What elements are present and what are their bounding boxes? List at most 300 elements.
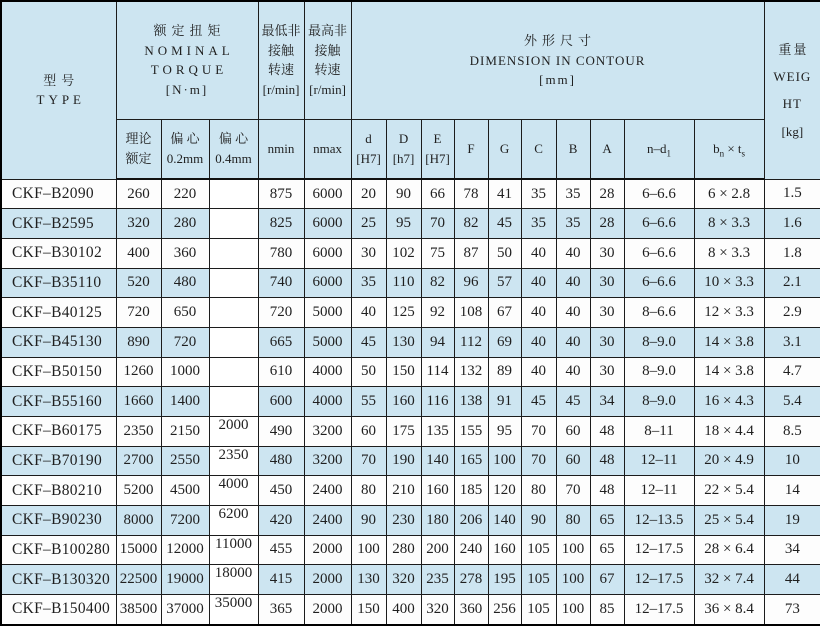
cell-C: 40: [521, 357, 556, 387]
cell-w: 2.1: [764, 268, 820, 298]
cell-A: 30: [590, 238, 624, 268]
subheader-nd1-sub: 1: [666, 148, 672, 159]
cell-G: 57: [488, 268, 521, 298]
subheader-n-d1: [624, 119, 694, 179]
cell-C: 70: [521, 416, 556, 446]
header-nmax-unit: [r/min]: [309, 81, 346, 97]
cell-bt: 8 × 3.3: [694, 238, 764, 268]
cell-nmin: 780: [258, 238, 304, 268]
cell-type: CKF–B40125: [1, 298, 116, 328]
header-nmax-l2: 接触: [314, 42, 341, 58]
cell-bt: 12 × 3.3: [694, 298, 764, 328]
cell-G: 69: [488, 327, 521, 357]
subheader-D: [386, 119, 421, 179]
cell-nd1: 12–17.5: [624, 535, 694, 565]
cell-D: 190: [386, 446, 421, 476]
cell-D: 150: [386, 357, 421, 387]
table-row: [1, 179, 820, 209]
cell-d: 90: [351, 505, 386, 535]
cell-E: 200: [421, 535, 454, 565]
header-torque-zh: 额定扭矩: [153, 23, 226, 39]
subheader-ecc04-l2: 0.4mm: [215, 150, 252, 166]
cell-bt: 20 × 4.9: [694, 446, 764, 476]
cell-F: 155: [454, 416, 488, 446]
cell-F: 206: [454, 505, 488, 535]
cell-bt: 16 × 4.3: [694, 387, 764, 417]
cell-t1: 520: [116, 268, 161, 298]
cell-w: 1.6: [764, 209, 820, 239]
cell-C: 35: [521, 209, 556, 239]
cell-t1: 5200: [116, 476, 161, 506]
subheader-ecc02: [161, 119, 209, 179]
cell-F: 360: [454, 594, 488, 625]
header-nmin-unit: [r/min]: [262, 81, 300, 97]
cell-nd1: 12–17.5: [624, 565, 694, 595]
cell-D: 320: [386, 565, 421, 595]
subheader-E-l1: E: [433, 131, 442, 147]
cell-A: 48: [590, 446, 624, 476]
cell-nd1: 8–9.0: [624, 357, 694, 387]
header-nmin-group: [258, 1, 304, 119]
table-row: [1, 387, 820, 417]
cell-d: 80: [351, 476, 386, 506]
cell-nmax: 3200: [304, 416, 351, 446]
cell-C: 80: [521, 476, 556, 506]
cell-type: CKF–B2595: [1, 209, 116, 239]
table-row: [1, 476, 820, 506]
cell-t2: 720: [161, 327, 209, 357]
header-weight-zh: 重量: [778, 41, 809, 57]
cell-nmax: 4000: [304, 387, 351, 417]
cell-C: 40: [521, 327, 556, 357]
table-header: [1, 1, 820, 179]
cell-nmin: 490: [258, 416, 304, 446]
cell-D: 400: [386, 594, 421, 625]
cell-nmax: 5000: [304, 327, 351, 357]
cell-bt: 8 × 3.3: [694, 209, 764, 239]
cell-type: CKF–B80210: [1, 476, 116, 506]
cell-t2: 37000: [161, 594, 209, 625]
cell-C: 105: [521, 594, 556, 625]
cell-type: CKF–B130320: [1, 565, 116, 595]
cell-type: CKF–B100280: [1, 535, 116, 565]
cell-A: 30: [590, 298, 624, 328]
cell-nmin: 365: [258, 594, 304, 625]
subheader-ecc02-l2: 0.2mm: [166, 150, 204, 166]
cell-D: 102: [386, 238, 421, 268]
cell-G: 140: [488, 505, 521, 535]
cell-F: 112: [454, 327, 488, 357]
cell-nmax: 6000: [304, 268, 351, 298]
cell-nd1: 6–6.6: [624, 179, 694, 209]
cell-C: 40: [521, 268, 556, 298]
cell-type: CKF–B50150: [1, 357, 116, 387]
subheader-D-l1: D: [398, 131, 409, 147]
cell-t1: 320: [116, 209, 161, 239]
cell-bt: 25 × 5.4: [694, 505, 764, 535]
cell-w: 4.7: [764, 357, 820, 387]
cell-t3: 11000: [209, 535, 258, 565]
cell-w: 14: [764, 476, 820, 506]
cell-D: 210: [386, 476, 421, 506]
header-weight-en2: HT: [782, 96, 802, 112]
subheader-nmin: nmin: [258, 119, 304, 179]
subheader-A: A: [590, 119, 624, 179]
cell-A: 28: [590, 179, 624, 209]
cell-bt: 14 × 3.8: [694, 327, 764, 357]
subheader-theory-l1: 理论: [125, 131, 152, 147]
cell-nmax: 2000: [304, 594, 351, 625]
cell-E: 160: [421, 476, 454, 506]
cell-t1: 1260: [116, 357, 161, 387]
cell-w: 2.9: [764, 298, 820, 328]
cell-B: 40: [556, 298, 590, 328]
cell-G: 95: [488, 416, 521, 446]
header-type-zh: 型号: [43, 72, 80, 88]
cell-A: 30: [590, 357, 624, 387]
table-row: [1, 268, 820, 298]
cell-nmin: 720: [258, 298, 304, 328]
cell-E: 92: [421, 298, 454, 328]
subheader-d-l1: d: [365, 131, 372, 147]
cell-type: CKF–B45130: [1, 327, 116, 357]
cell-t2: 2550: [161, 446, 209, 476]
cell-w: 3.1: [764, 327, 820, 357]
subheader-bt: [694, 119, 764, 179]
cell-G: 195: [488, 565, 521, 595]
cell-A: 48: [590, 416, 624, 446]
cell-nmin: 665: [258, 327, 304, 357]
cell-t3: [209, 238, 258, 268]
header-row-sub: [1, 119, 820, 179]
cell-D: 90: [386, 179, 421, 209]
cell-t3: 4000: [209, 476, 258, 506]
cell-type: CKF–B35110: [1, 268, 116, 298]
cell-t1: 1660: [116, 387, 161, 417]
subheader-C: C: [521, 119, 556, 179]
header-dim-zh: 外形尺寸: [524, 33, 597, 48]
cell-C: 40: [521, 298, 556, 328]
cell-B: 60: [556, 416, 590, 446]
cell-t3: 35000: [209, 594, 258, 625]
cell-t1: 260: [116, 179, 161, 209]
cell-bt: 14 × 3.8: [694, 357, 764, 387]
cell-t2: 280: [161, 209, 209, 239]
cell-nmin: 415: [258, 565, 304, 595]
cell-t1: 22500: [116, 565, 161, 595]
cell-nd1: 8–9.0: [624, 327, 694, 357]
cell-w: 5.4: [764, 387, 820, 417]
cell-F: 87: [454, 238, 488, 268]
cell-nmax: 6000: [304, 209, 351, 239]
cell-nmin: 480: [258, 446, 304, 476]
cell-type: CKF–B55160: [1, 387, 116, 417]
header-nmin-l3: 转速: [268, 62, 295, 78]
cell-t2: 19000: [161, 565, 209, 595]
cell-nd1: 12–11: [624, 476, 694, 506]
cell-G: 41: [488, 179, 521, 209]
cell-C: 105: [521, 565, 556, 595]
table-row: [1, 594, 820, 625]
cell-G: 160: [488, 535, 521, 565]
cell-type: CKF–B60175: [1, 416, 116, 446]
cell-t1: 2700: [116, 446, 161, 476]
cell-nmax: 6000: [304, 238, 351, 268]
cell-nmin: 455: [258, 535, 304, 565]
cell-C: 35: [521, 179, 556, 209]
cell-nmin: 600: [258, 387, 304, 417]
cell-D: 280: [386, 535, 421, 565]
cell-A: 48: [590, 476, 624, 506]
cell-w: 8.5: [764, 416, 820, 446]
cell-nmax: 6000: [304, 179, 351, 209]
cell-F: 165: [454, 446, 488, 476]
cell-nmax: 4000: [304, 357, 351, 387]
subheader-bt-tsub: s: [741, 148, 746, 159]
cell-d: 30: [351, 238, 386, 268]
cell-F: 132: [454, 357, 488, 387]
cell-t1: 38500: [116, 594, 161, 625]
cell-E: 94: [421, 327, 454, 357]
cell-B: 100: [556, 594, 590, 625]
cell-nmin: 875: [258, 179, 304, 209]
cell-w: 44: [764, 565, 820, 595]
cell-nd1: 12–17.5: [624, 594, 694, 625]
cell-B: 80: [556, 505, 590, 535]
subheader-F: F: [454, 119, 488, 179]
cell-nd1: 8–9.0: [624, 387, 694, 417]
cell-D: 175: [386, 416, 421, 446]
cell-E: 235: [421, 565, 454, 595]
cell-B: 40: [556, 357, 590, 387]
cell-bt: 36 × 8.4: [694, 594, 764, 625]
cell-d: 35: [351, 268, 386, 298]
cell-nd1: 12–11: [624, 446, 694, 476]
header-nmin-l1: 最低非: [261, 23, 301, 39]
cell-nd1: 12–13.5: [624, 505, 694, 535]
cell-type: CKF–B150400: [1, 594, 116, 625]
subheader-ecc04: [209, 119, 258, 179]
cell-D: 110: [386, 268, 421, 298]
cell-type: CKF–B70190: [1, 446, 116, 476]
cell-A: 34: [590, 387, 624, 417]
cell-C: 45: [521, 387, 556, 417]
subheader-d-l2: [H7]: [356, 150, 381, 166]
cell-B: 60: [556, 446, 590, 476]
cell-t3: 2000: [209, 416, 258, 446]
cell-t1: 15000: [116, 535, 161, 565]
header-weight-unit: [kg]: [781, 123, 804, 139]
cell-B: 100: [556, 535, 590, 565]
cell-B: 45: [556, 387, 590, 417]
header-dimension-group: [351, 1, 764, 119]
cell-w: 10: [764, 446, 820, 476]
cell-nmin: 610: [258, 357, 304, 387]
cell-A: 65: [590, 505, 624, 535]
cell-C: 70: [521, 446, 556, 476]
cell-w: 19: [764, 505, 820, 535]
subheader-E: [421, 119, 454, 179]
cell-A: 65: [590, 535, 624, 565]
cell-d: 50: [351, 357, 386, 387]
cell-A: 28: [590, 209, 624, 239]
table-row: [1, 298, 820, 328]
cell-bt: 22 × 5.4: [694, 476, 764, 506]
cell-D: 160: [386, 387, 421, 417]
header-torque-en1: NOMINAL: [144, 42, 234, 58]
cell-type: CKF–B2090: [1, 179, 116, 209]
subheader-bt-b: b: [713, 141, 720, 156]
table-row: [1, 327, 820, 357]
header-nmin-l2: 接触: [268, 42, 295, 58]
cell-t1: 8000: [116, 505, 161, 535]
cell-w: 1.8: [764, 238, 820, 268]
cell-B: 70: [556, 476, 590, 506]
cell-t2: 7200: [161, 505, 209, 535]
cell-nd1: 8–11: [624, 416, 694, 446]
subheader-theory-l2: 额定: [125, 150, 152, 166]
cell-t3: [209, 387, 258, 417]
subheader-ecc04-l1: 偏 心: [218, 131, 249, 147]
cell-G: 89: [488, 357, 521, 387]
cell-d: 60: [351, 416, 386, 446]
cell-A: 30: [590, 327, 624, 357]
cell-F: 240: [454, 535, 488, 565]
cell-bt: 6 × 2.8: [694, 179, 764, 209]
table-row: [1, 446, 820, 476]
cell-nmax: 2400: [304, 476, 351, 506]
header-dim-en: DIMENSION IN CONTOUR: [469, 52, 646, 68]
cell-nd1: 6–6.6: [624, 209, 694, 239]
cell-D: 230: [386, 505, 421, 535]
cell-t3: 2350: [209, 446, 258, 476]
cell-F: 96: [454, 268, 488, 298]
table-row: [1, 565, 820, 595]
subheader-nd1-base: n–d: [647, 141, 667, 156]
cell-E: 320: [421, 594, 454, 625]
subheader-bt-x: × t: [724, 141, 742, 156]
cell-t3: 6200: [209, 505, 258, 535]
cell-type: CKF–B90230: [1, 505, 116, 535]
cell-nd1: 6–6.6: [624, 268, 694, 298]
table-row: [1, 209, 820, 239]
cell-w: 1.5: [764, 179, 820, 209]
header-torque-unit: [N·m]: [165, 81, 209, 97]
header-row-groups: [1, 1, 820, 119]
cell-B: 40: [556, 268, 590, 298]
cell-E: 180: [421, 505, 454, 535]
cell-t3: [209, 179, 258, 209]
cell-bt: 32 × 7.4: [694, 565, 764, 595]
cell-nmin: 740: [258, 268, 304, 298]
cell-t1: 2350: [116, 416, 161, 446]
cell-t3: [209, 298, 258, 328]
table-row: [1, 357, 820, 387]
cell-F: 108: [454, 298, 488, 328]
cell-B: 100: [556, 565, 590, 595]
table-row: [1, 535, 820, 565]
subheader-D-l2: [h7]: [392, 150, 415, 166]
cell-F: 185: [454, 476, 488, 506]
cell-G: 67: [488, 298, 521, 328]
cell-E: 66: [421, 179, 454, 209]
cell-t2: 2150: [161, 416, 209, 446]
table-row: [1, 238, 820, 268]
table-body: [1, 179, 820, 625]
cell-F: 82: [454, 209, 488, 239]
cell-D: 125: [386, 298, 421, 328]
subheader-B: B: [556, 119, 590, 179]
cell-F: 138: [454, 387, 488, 417]
cell-w: 73: [764, 594, 820, 625]
cell-B: 40: [556, 327, 590, 357]
cell-G: 256: [488, 594, 521, 625]
cell-E: 70: [421, 209, 454, 239]
subheader-E-l2: [H7]: [425, 150, 450, 166]
cell-B: 35: [556, 179, 590, 209]
header-torque-en2: TORQUE: [150, 62, 228, 78]
cell-D: 95: [386, 209, 421, 239]
table-row: [1, 416, 820, 446]
header-nmax-group: [304, 1, 351, 119]
cell-t1: 400: [116, 238, 161, 268]
header-type: [1, 1, 116, 179]
cell-E: 75: [421, 238, 454, 268]
cell-nmax: 2000: [304, 565, 351, 595]
cell-nmin: 825: [258, 209, 304, 239]
cell-E: 135: [421, 416, 454, 446]
cell-nmin: 450: [258, 476, 304, 506]
subheader-G: G: [488, 119, 521, 179]
cell-t2: 480: [161, 268, 209, 298]
cell-t3: [209, 357, 258, 387]
cell-nmin: 420: [258, 505, 304, 535]
cell-t2: 4500: [161, 476, 209, 506]
cell-t3: [209, 327, 258, 357]
cell-bt: 18 × 4.4: [694, 416, 764, 446]
cell-t2: 12000: [161, 535, 209, 565]
cell-E: 116: [421, 387, 454, 417]
cell-G: 50: [488, 238, 521, 268]
cell-F: 78: [454, 179, 488, 209]
cell-d: 70: [351, 446, 386, 476]
header-weight-en1: WEIG: [773, 68, 812, 84]
cell-A: 30: [590, 268, 624, 298]
cell-nmax: 5000: [304, 298, 351, 328]
cell-E: 82: [421, 268, 454, 298]
header-torque-group: [116, 1, 258, 119]
cell-d: 130: [351, 565, 386, 595]
cell-t2: 1000: [161, 357, 209, 387]
cell-C: 90: [521, 505, 556, 535]
cell-F: 278: [454, 565, 488, 595]
cell-nmax: 2000: [304, 535, 351, 565]
cell-d: 25: [351, 209, 386, 239]
header-dim-unit: [mm]: [539, 72, 576, 87]
subheader-bt-bsub: n: [719, 148, 725, 159]
cell-t2: 360: [161, 238, 209, 268]
cell-G: 100: [488, 446, 521, 476]
cell-t2: 220: [161, 179, 209, 209]
cell-d: 20: [351, 179, 386, 209]
cell-t2: 1400: [161, 387, 209, 417]
cell-d: 40: [351, 298, 386, 328]
cell-D: 130: [386, 327, 421, 357]
cell-A: 67: [590, 565, 624, 595]
cell-t3: [209, 268, 258, 298]
header-nmax-l3: 转速: [314, 62, 341, 78]
cell-t1: 720: [116, 298, 161, 328]
